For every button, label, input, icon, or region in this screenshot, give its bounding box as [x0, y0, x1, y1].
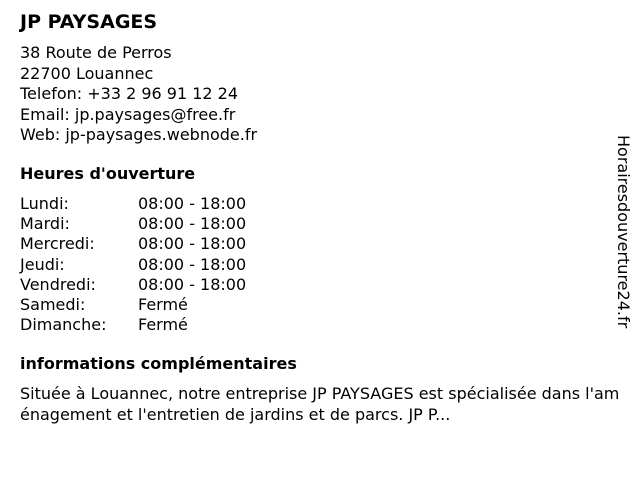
day-hours: 08:00 - 18:00	[138, 274, 247, 294]
day-label: Samedi:	[20, 294, 86, 314]
day-label: Mardi:	[20, 214, 70, 234]
additional-info-heading: informations complémentaires	[20, 354, 297, 373]
contact-block	[20, 43, 257, 146]
day-hours: 08:00 - 18:00	[138, 254, 247, 274]
opening-hours-heading: Heures d'ouverture	[20, 164, 196, 183]
phone-text: Telefon: +33 2 96 91 12 24	[20, 84, 239, 103]
email-text: Email: jp.paysages@free.fr	[20, 104, 236, 124]
watermark-text: Horairesdouverture24.fr	[614, 135, 633, 329]
website-text: Web: jp-paysages.webnode.fr	[20, 125, 258, 144]
address-street: 38 Route de Perros	[20, 43, 172, 62]
day-hours: 08:00 - 18:00	[138, 194, 247, 213]
day-hours: Fermé	[138, 294, 188, 314]
day-hours: Fermé	[138, 315, 188, 335]
address-city: 22700 Louannec	[20, 63, 154, 83]
day-label: Vendredi:	[20, 274, 96, 294]
business-description: Située à Louannec, notre entreprise JP PAYSAGES est spécialisée dans l'aménagement et l'entretien de jardins et de parcs. JP P...	[20, 384, 620, 424]
day-label: Jeudi:	[20, 254, 65, 274]
day-label: Mercredi:	[20, 234, 95, 254]
day-label: Dimanche:	[20, 315, 107, 335]
day-label: Lundi:	[20, 194, 69, 213]
day-hours: 08:00 - 18:00	[138, 234, 247, 254]
watermark	[612, 135, 634, 345]
day-hours: 08:00 - 18:00	[138, 214, 247, 234]
business-name: JP PAYSAGES	[20, 11, 158, 33]
